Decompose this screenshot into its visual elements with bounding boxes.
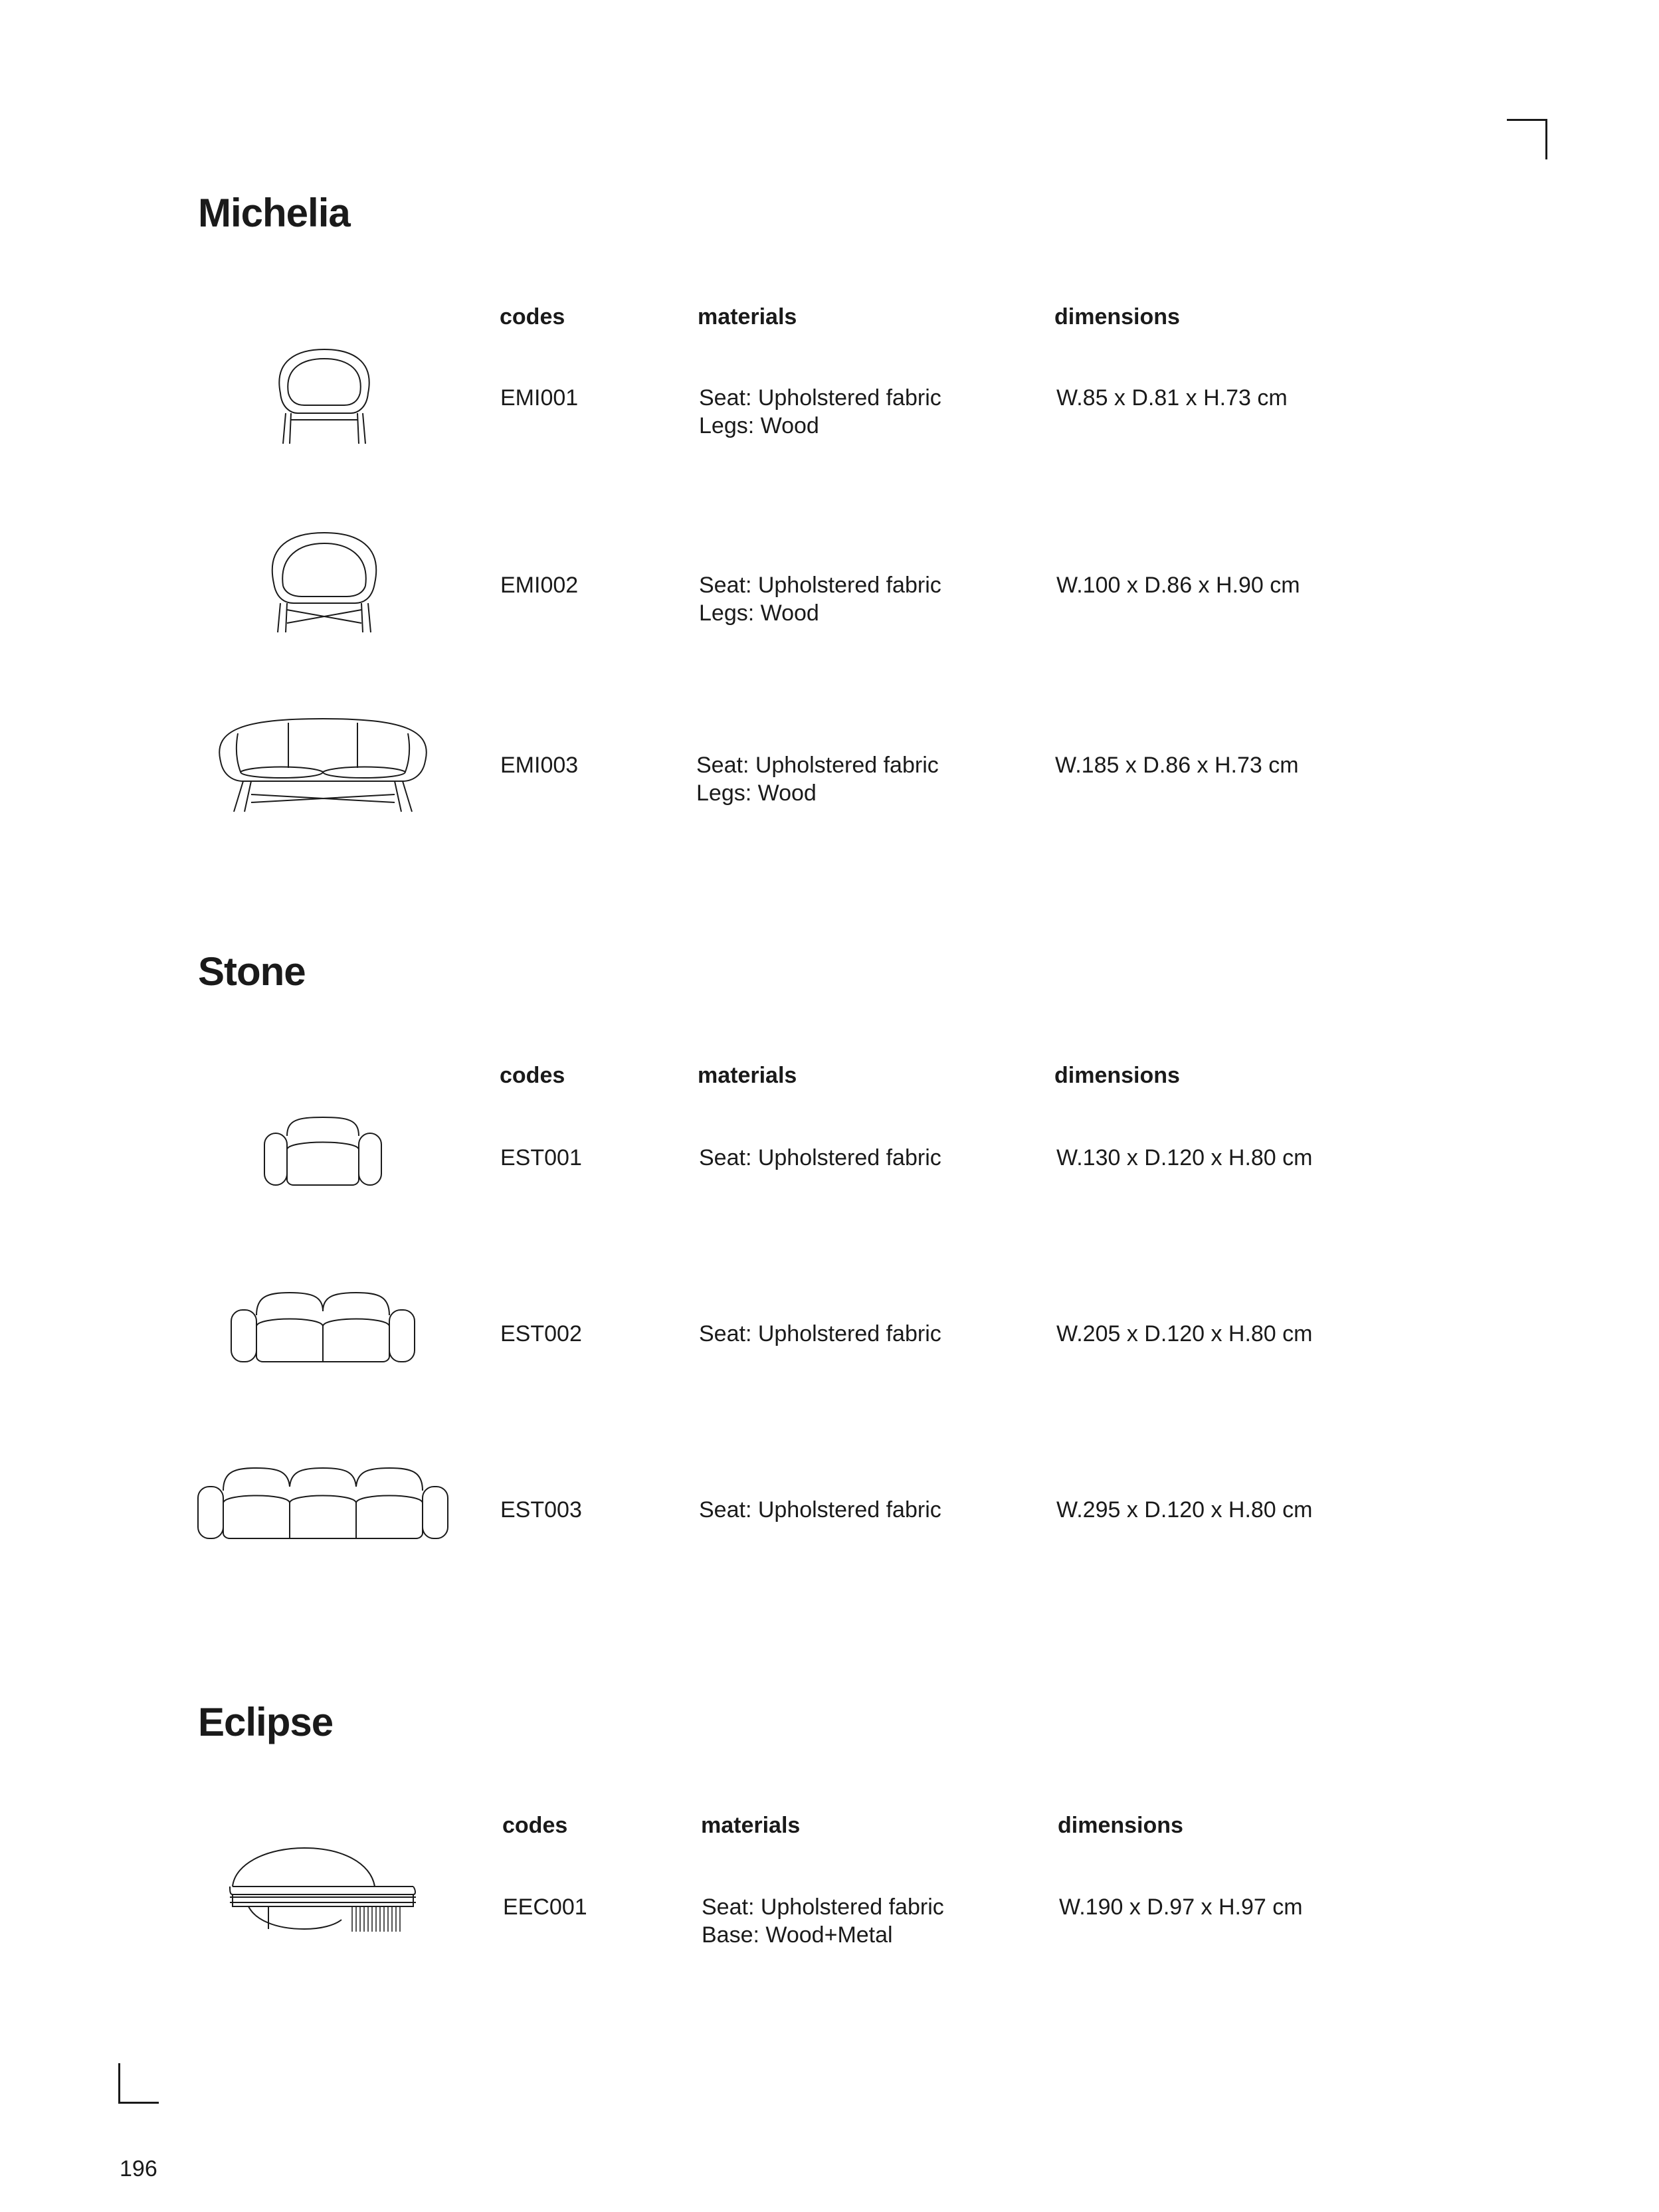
item-code: EST001 — [500, 1145, 582, 1170]
section-title-stone: Stone — [198, 949, 306, 994]
item-code: EEC001 — [503, 1894, 587, 1920]
item-dimensions: W.85 x D.81 x H.73 cm — [1056, 385, 1288, 411]
material-line: Legs: Wood — [696, 781, 817, 806]
material-line: Base: Wood+Metal — [702, 1922, 893, 1948]
material-line: Seat: Upholstered fabric — [699, 573, 941, 598]
header-dimensions: dimensions — [1054, 1063, 1180, 1088]
item-code: EMI001 — [500, 385, 579, 411]
item-dimensions: W.130 x D.120 x H.80 cm — [1056, 1145, 1313, 1170]
material-line: Seat: Upholstered fabric — [699, 385, 941, 411]
material-line: Legs: Wood — [699, 600, 819, 626]
sofa-icon — [211, 715, 435, 814]
header-codes: codes — [502, 1813, 568, 1838]
material-line: Seat: Upholstered fabric — [699, 1497, 941, 1522]
header-codes: codes — [500, 304, 565, 329]
item-dimensions: W.190 x D.97 x H.97 cm — [1059, 1894, 1303, 1920]
crop-mark-bottom-left — [118, 2063, 159, 2104]
material-line: Seat: Upholstered fabric — [702, 1894, 944, 1920]
page-number: 196 — [120, 2156, 157, 2181]
armchair-icon — [263, 1116, 383, 1188]
item-dimensions: W.295 x D.120 x H.80 cm — [1056, 1497, 1313, 1522]
header-materials: materials — [698, 304, 797, 329]
section-title-eclipse: Eclipse — [198, 1700, 334, 1744]
lounge-chair-icon — [264, 530, 384, 635]
armchair-icon — [271, 347, 377, 446]
header-materials: materials — [701, 1813, 801, 1838]
material-line: Seat: Upholstered fabric — [699, 1145, 941, 1170]
header-codes: codes — [500, 1063, 565, 1088]
material-line: Seat: Upholstered fabric — [699, 1321, 941, 1346]
item-dimensions: W.100 x D.86 x H.90 cm — [1056, 573, 1300, 598]
item-code: EMI003 — [500, 753, 579, 778]
three-seat-sofa-icon — [197, 1467, 449, 1541]
header-dimensions: dimensions — [1054, 304, 1180, 329]
item-dimensions: W.205 x D.120 x H.80 cm — [1056, 1321, 1313, 1346]
two-seat-sofa-icon — [230, 1291, 416, 1364]
section-title-michelia: Michelia — [198, 191, 350, 235]
crop-mark-top-right — [1507, 119, 1547, 159]
material-line: Legs: Wood — [699, 413, 819, 438]
item-code: EMI002 — [500, 573, 579, 598]
item-dimensions: W.185 x D.86 x H.73 cm — [1055, 753, 1299, 778]
header-dimensions: dimensions — [1058, 1813, 1183, 1838]
material-line: Seat: Upholstered fabric — [696, 753, 939, 778]
item-code: EST002 — [500, 1321, 582, 1346]
daybed-icon — [229, 1845, 417, 1934]
header-materials: materials — [698, 1063, 797, 1088]
item-code: EST003 — [500, 1497, 582, 1522]
